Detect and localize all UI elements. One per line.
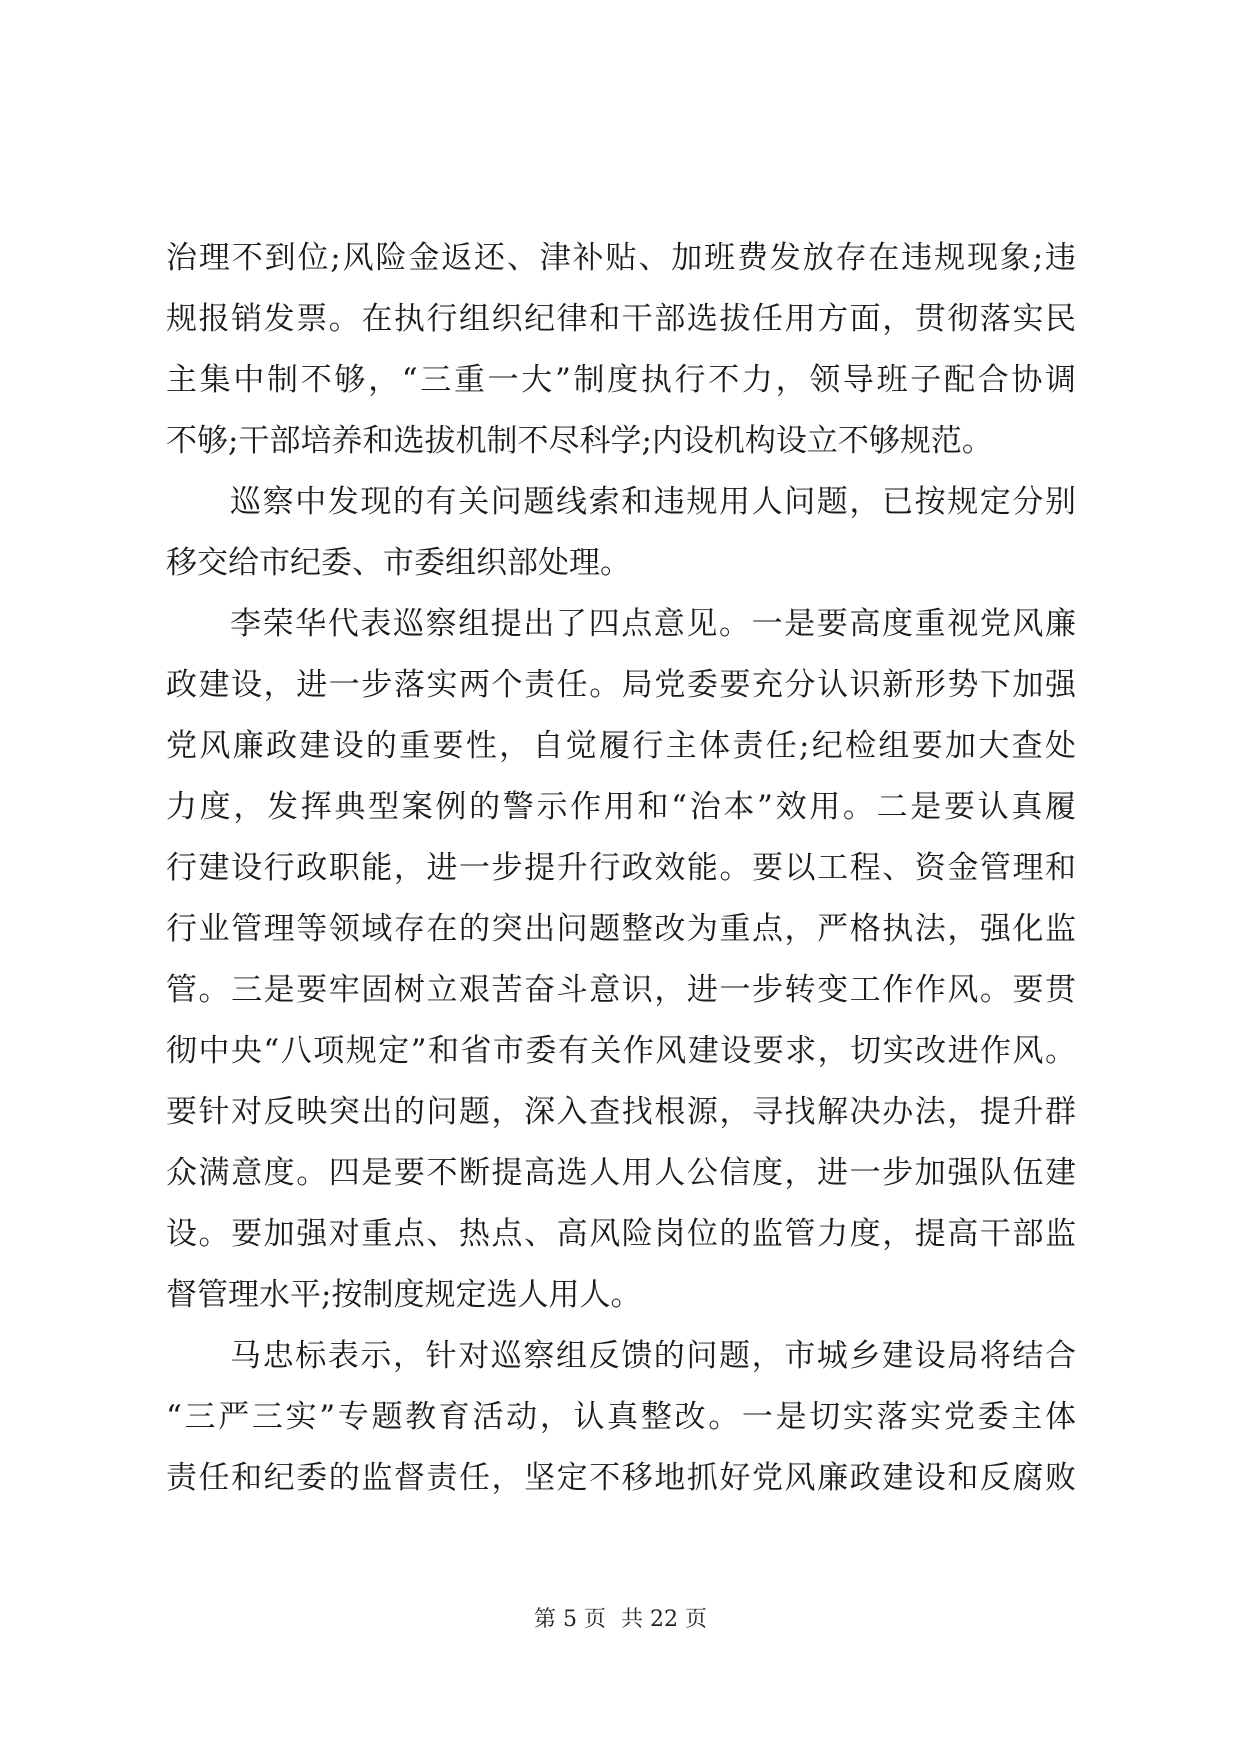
- text-line: 马忠标表示，针对巡察组反馈的问题，市城乡建设局将结合: [230, 1338, 1076, 1374]
- text-line: 要针对反映突出的问题，深入查找根源，寻找解决办法，提升群: [166, 1094, 1076, 1130]
- body-text: [166, 228, 1076, 1509]
- text-line: 治理不到位;风险金返还、津补贴、加班费发放存在违规现象;违: [166, 240, 1076, 276]
- text-line: 行建设行政职能，进一步提升行政效能。要以工程、资金管理和: [166, 850, 1076, 886]
- text-line: 彻中央“八项规定”和省市委有关作风建设要求，切实改进作风。: [166, 1033, 1076, 1069]
- page-total: 共 22 页: [621, 1607, 707, 1632]
- text-line: 政建设，进一步落实两个责任。局党委要充分认识新形势下加强: [166, 667, 1076, 703]
- text-line: 督管理水平;按制度规定选人用人。: [166, 1277, 642, 1313]
- paragraph: [166, 228, 1076, 472]
- text-line: 不够;干部培养和选拔机制不尽科学;内设机构设立不够规范。: [166, 423, 993, 459]
- text-line: 规报销发票。在执行组织纪律和干部选拔任用方面，贯彻落实民: [166, 301, 1076, 337]
- text-line: 主集中制不够，“三重一大”制度执行不力，领导班子配合协调: [166, 362, 1076, 398]
- text-line: 李荣华代表巡察组提出了四点意见。一是要高度重视党风廉: [230, 606, 1076, 642]
- text-line: 管。三是要牢固树立艰苦奋斗意识，进一步转变工作作风。要贯: [166, 972, 1076, 1008]
- text-line: 党风廉政建设的重要性，自觉履行主体责任;纪检组要加大查处: [166, 728, 1076, 764]
- page-footer: [0, 1602, 1241, 1633]
- paragraph: [166, 1326, 1076, 1509]
- page-number: 第 5 页: [534, 1607, 606, 1632]
- text-line: 巡察中发现的有关问题线索和违规用人问题，已按规定分别: [230, 484, 1076, 520]
- text-line: “三严三实”专题教育活动，认真整改。一是切实落实党委主体: [166, 1399, 1076, 1435]
- text-line: 移交给市纪委、市委组织部处理。: [166, 545, 631, 581]
- text-line: 众满意度。四是要不断提高选人用人公信度，进一步加强队伍建: [166, 1155, 1076, 1191]
- text-line: 设。要加强对重点、热点、高风险岗位的监管力度，提高干部监: [166, 1216, 1076, 1252]
- paragraph: [166, 594, 1076, 1326]
- paragraph: [166, 472, 1076, 594]
- text-line: 力度，发挥典型案例的警示作用和“治本”效用。二是要认真履: [166, 789, 1076, 825]
- text-line: 行业管理等领域存在的突出问题整改为重点，严格执法，强化监: [166, 911, 1076, 947]
- text-line: 责任和纪委的监督责任，坚定不移地抓好党风廉政建设和反腐败: [166, 1460, 1076, 1496]
